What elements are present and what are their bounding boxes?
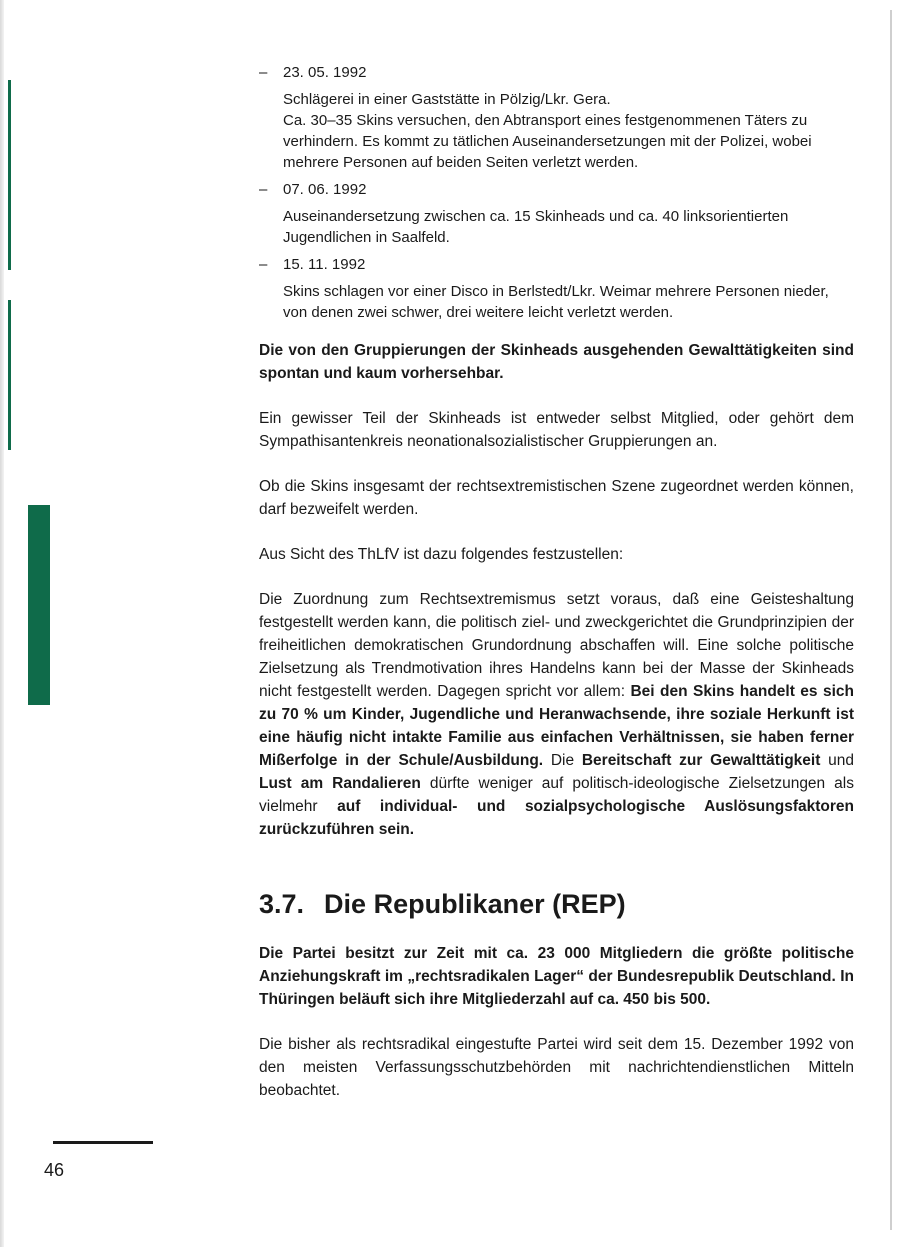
- page-edge-right: [890, 10, 892, 1230]
- assessment-bold: auf individual- und sozialpsychologische Auslösungsfaktoren zurückzuführen sein.: [259, 798, 854, 838]
- entry-line: Skins schlagen vor einer Disco in Berlstedt/Lkr. Weimar mehrere Personen nieder, von denen zwei schwer, drei weitere leicht verletzt werden.: [283, 283, 829, 321]
- entry-line: Auseinandersetzung zwischen ca. 15 Skinheads und ca. 40 linksorientierten Jugendlichen in Saalfeld.: [283, 208, 789, 246]
- section-paragraph: Die bisher als rechtsradikal eingestufte Partei wird seit dem 15. Dezember 1992 von den meisten Verfassungsschutzbehörden mit nachrichtendienstlichen Mitteln beobachtet.: [259, 1036, 854, 1099]
- entry-line: Ca. 30–35 Skins versuchen, den Abtransport eines festgenommenen Täters zu verhindern. Es kommt zu tätlichen Auseinandersetzungen mit der Polizei, wobei mehrere Personen auf beiden Seiten verletzt werden.: [283, 112, 812, 171]
- event-entry: [259, 179, 854, 248]
- section-lead: Die Partei besitzt zur Zeit mit ca. 23 000 Mitgliedern die größte politische Anziehungskraft im „rechtsradikalen Lager“ der Bundesrepublik Deutschland. In Thüringen beläuft sich ihre Mitgliederzahl auf ca. 450 bis 500.: [259, 945, 854, 1008]
- entry-dash: –: [259, 181, 268, 198]
- page-edge-left: [0, 0, 4, 1247]
- assessment-bold: Lust am Randalieren: [259, 775, 421, 792]
- assessment-text: Die Zuordnung zum Rechtsextremismus setzt voraus, daß eine Geisteshaltung festgestellt werden kann, die politisch ziel- und zweckgerichtet die Grundprinzipien der freiheitlichen demokratischen Grundordnung abschaffen will. Eine solche politische Zielsetzung als Trendmotivation ihres Handelns kann bei der Masse der Skinheads nicht festgestellt werden. Dagegen spricht vor allem:: [259, 591, 854, 700]
- entry-date: 15. 11. 1992: [283, 256, 366, 273]
- assessment-text: Die: [543, 752, 582, 769]
- entry-line: Schlägerei in einer Gaststätte in Pölzig/Lkr. Gera.: [283, 91, 611, 108]
- paragraph-membership: Ein gewisser Teil der Skinheads ist entweder selbst Mitglied, oder gehört dem Sympathisantenkreis neonationalsozialistischer Gruppierungen an.: [259, 410, 854, 450]
- assessment-text: dürfte weniger auf politisch-ideologische Zielsetzungen als vielmehr: [259, 775, 854, 815]
- assessment-bold: Bereitschaft zur Gewalttätigkeit: [581, 752, 821, 769]
- section-number: 3.7.: [259, 889, 305, 919]
- section-heading: [259, 889, 854, 920]
- entry-body: [283, 62, 854, 173]
- assessment-text: und: [820, 752, 854, 769]
- event-entry: [259, 254, 854, 323]
- section-title: Die Republikaner (REP): [324, 889, 626, 919]
- margin-marker-top: [8, 80, 11, 270]
- entry-date: 23. 05. 1992: [283, 64, 367, 81]
- entry-body: [283, 254, 854, 323]
- entry-dash: –: [259, 64, 268, 81]
- entry-body: [283, 179, 854, 248]
- footer-rule: [53, 1141, 153, 1144]
- paragraph-assessment-intro: Aus Sicht des ThLfV ist dazu folgendes festzustellen:: [259, 546, 624, 563]
- entry-dash: –: [259, 256, 268, 273]
- paragraph-assessment: [259, 588, 854, 841]
- bold-statement: Die von den Gruppierungen der Skinheads ausgehenden Gewalttätigkeiten sind spontan und kaum vorhersehbar.: [259, 342, 854, 382]
- margin-marker-block: [28, 505, 50, 705]
- page-number: 46: [44, 1160, 65, 1180]
- margin-marker-middle: [8, 300, 11, 450]
- page-content: [259, 62, 854, 1124]
- paragraph-classification: Ob die Skins insgesamt der rechtsextremistischen Szene zugeordnet werden können, darf bezweifelt werden.: [259, 478, 854, 518]
- entry-date: 07. 06. 1992: [283, 181, 367, 198]
- event-entry: [259, 62, 854, 173]
- assessment-bold: Bei den Skins handelt es sich zu 70 % um Kinder, Jugendliche und Heranwachsende, ihre soziale Herkunft ist eine häufig nicht intakte Familie aus einfachen Verhältnissen, sie haben ferner Mißerfolge in der Schule/Ausbildung.: [259, 683, 854, 769]
